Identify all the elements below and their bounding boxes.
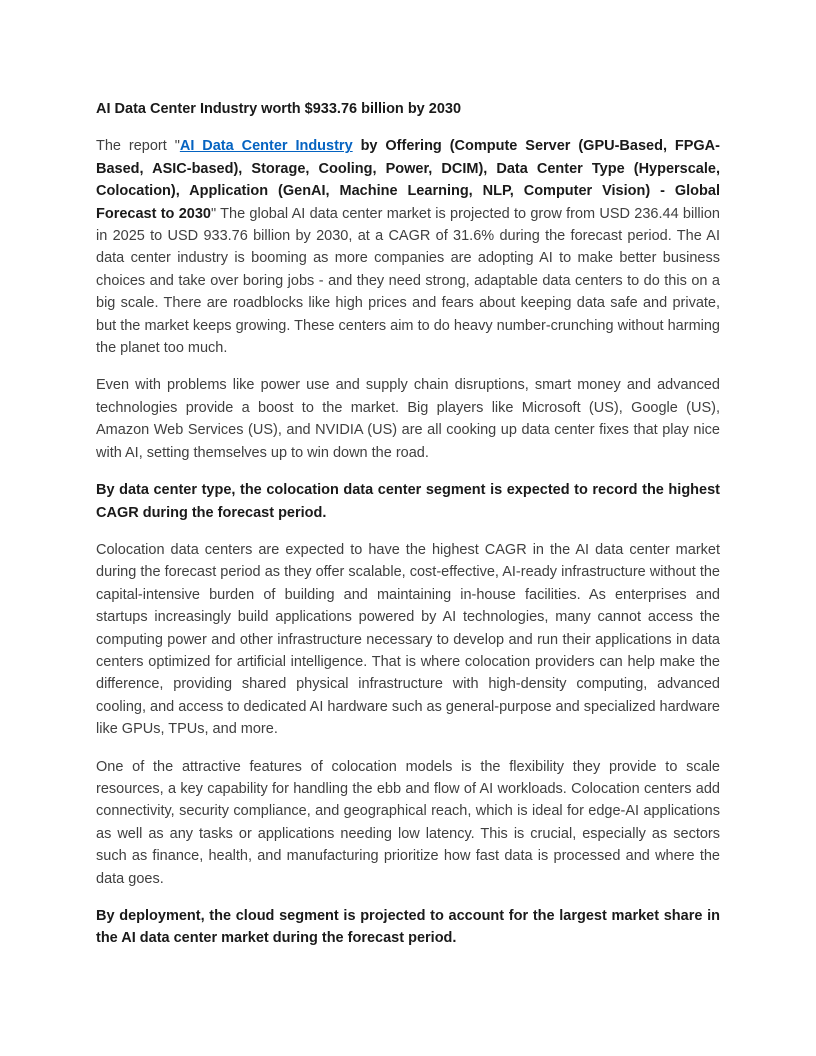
report-scope-bold: by Offering (Compute Server (GPU-Based, FPGA-Based, ASIC-based), Storage, Cooling, Power, DCIM), Data Center Type (Hyperscale, Colocation), Application (GenAI, Machine Learning, NLP, Computer Vision) - Global Forecast to 2030 — [96, 138, 720, 222]
document-title: AI Data Center Industry worth $933.76 billion by 2030 — [96, 101, 462, 117]
intro-prefix: The report " — [96, 138, 180, 155]
cloud-segment-heading: By deployment, the cloud segment is projected to account for the largest market share in the AI data center market during the forecast period. — [96, 908, 720, 947]
colocation-segment-heading: By data center type, the colocation data center segment is expected to record the highest CAGR during the forecast period. — [96, 482, 720, 521]
colocation-detail-paragraph: Colocation data centers are expected to have the highest CAGR in the AI data center market during the forecast period as they offer scalable, cost-effective, AI-ready infrastructure without the capital-intensive burden of building and maintaining in-house facilities. As enterprises and startups increasingly build applications powered by AI technologies, many cannot access the computing power and other infrastructure necessary to develop and run their applications in data centers optimized for artificial intelligence. That is where colocation providers can help make the difference, providing shared physical infrastructure with high-density computing, advanced cooling, and access to dedicated AI hardware such as general-purpose and specialized hardware like GPUs, TPUs, and more. — [96, 541, 720, 738]
intro-paragraph — [96, 135, 720, 359]
colocation-features-paragraph: One of the attractive features of colocation models is the flexibility they provide to scale resources, a key capability for handling the ebb and flow of AI workloads. Colocation centers add connectivity, security compliance, and geographical reach, which is ideal for edge-AI applications as well as any tasks or applications needing low latency. This is crucial, especially as sectors such as finance, health, and manufacturing prioritize how fast data is processed and where the data goes. — [96, 758, 720, 887]
market-drivers-paragraph: Even with problems like power use and supply chain disruptions, smart money and advanced technologies provide a boost to the market. Big players like Microsoft (US), Google (US), Amazon Web Services (US), and NVIDIA (US) are all cooking up data center fixes that play nice with AI, setting themselves up to win down the road. — [96, 377, 720, 461]
intro-body: " The global AI data center market is projected to grow from USD 236.44 billion in 2025 to USD 933.76 billion by 2030, at a CAGR of 31.6% during the forecast period. The AI data center industry is booming as more companies are adopting AI to make better business choices and take over boring jobs - and they need strong, adaptable data centers to do this on a big scale. There are roadblocks like high prices and fears about keeping data safe and private, but the market keeps growing. These centers aim to do heavy number-crunching without harming the planet too much. — [96, 205, 720, 357]
report-title-link[interactable]: AI Data Center Industry — [179, 138, 353, 155]
